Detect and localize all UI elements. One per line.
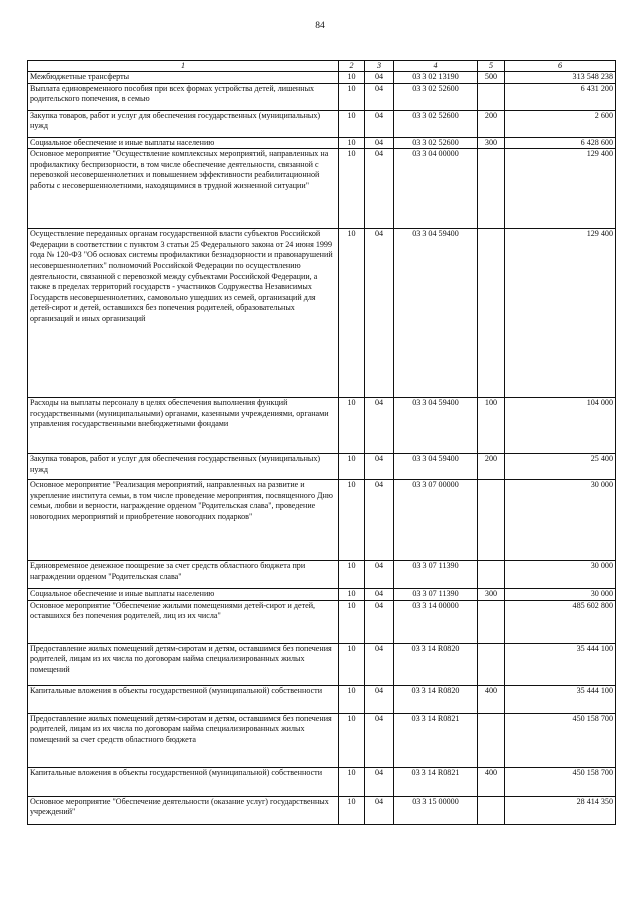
target-article-cell: 03 3 07 00000 [394,480,478,561]
expense-name-cell: Межбюджетные трансферты [28,72,339,84]
table-row [28,149,616,229]
amount-cell: 35 444 100 [505,643,616,685]
section-code-cell: 10 [339,454,365,480]
expense-type-cell: 200 [478,454,505,480]
subsection-code-cell: 04 [365,561,394,589]
section-code-cell: 10 [339,796,365,824]
expense-name-cell: Расходы на выплаты персоналу в целях обеспечения выполнения функций государственными (муниципальными) органами, казенными учреждениями, органами управления государственными внебюджетными фондами [28,398,339,454]
page-number: 84 [315,21,325,31]
table-row [28,83,616,110]
table-row [28,229,616,398]
subsection-code-cell: 04 [365,454,394,480]
target-article-cell: 03 3 04 59400 [394,398,478,454]
target-article-cell: 03 3 04 00000 [394,149,478,229]
expense-type-cell [478,83,505,110]
target-article-cell: 03 3 02 52600 [394,110,478,137]
table-row [28,110,616,137]
expense-type-cell [478,480,505,561]
expense-name-cell: Капитальные вложения в объекты государственной (муниципальной) собственности [28,685,339,713]
table-row [28,713,616,767]
column-number: 4 [394,61,478,72]
amount-cell: 6 431 200 [505,83,616,110]
expense-name-cell: Предоставление жилых помещений детям-сиротам и детям, оставшимся без попечения родителей, лицам из их числа по договорам найма специализированных жилых помещений за счет средств областного бюджета [28,713,339,767]
subsection-code-cell: 04 [365,589,394,601]
subsection-code-cell: 04 [365,685,394,713]
section-code-cell: 10 [339,110,365,137]
column-number: 5 [478,61,505,72]
target-article-cell: 03 3 02 13190 [394,72,478,84]
table-row [28,561,616,589]
expense-type-cell [478,561,505,589]
amount-cell: 313 548 238 [505,72,616,84]
table-row [28,589,616,601]
table-row [28,72,616,84]
target-article-cell: 03 3 14 R0820 [394,685,478,713]
subsection-code-cell: 04 [365,398,394,454]
section-code-cell: 10 [339,83,365,110]
amount-cell: 28 414 350 [505,796,616,824]
subsection-code-cell: 04 [365,149,394,229]
expense-name-cell: Основное мероприятие "Обеспечение деятельности (оказание услуг) государственных учреждений" [28,796,339,824]
table-row [28,454,616,480]
amount-cell: 35 444 100 [505,685,616,713]
expense-type-cell [478,149,505,229]
table-row [28,685,616,713]
subsection-code-cell: 04 [365,110,394,137]
column-number: 6 [505,61,616,72]
expense-name-cell: Социальное обеспечение и иные выплаты населению [28,137,339,149]
expense-type-cell: 400 [478,685,505,713]
subsection-code-cell: 04 [365,72,394,84]
amount-cell: 485 602 800 [505,600,616,643]
section-code-cell: 10 [339,600,365,643]
subsection-code-cell: 04 [365,480,394,561]
expense-name-cell: Закупка товаров, работ и услуг для обеспечения государственных (муниципальных) нужд [28,110,339,137]
section-code-cell: 10 [339,561,365,589]
expense-name-cell: Капитальные вложения в объекты государственной (муниципальной) собственности [28,767,339,796]
expense-type-cell: 200 [478,110,505,137]
target-article-cell: 03 3 04 59400 [394,229,478,398]
amount-cell: 104 000 [505,398,616,454]
amount-cell: 450 158 700 [505,713,616,767]
subsection-code-cell: 04 [365,600,394,643]
section-code-cell: 10 [339,767,365,796]
subsection-code-cell: 04 [365,796,394,824]
expense-name-cell: Выплата единовременного пособия при всех формах устройства детей, лишенных родительского попечения, в семью [28,83,339,110]
expense-type-cell [478,796,505,824]
table-row [28,643,616,685]
table-row [28,767,616,796]
section-code-cell: 10 [339,713,365,767]
subsection-code-cell: 04 [365,83,394,110]
table-row [28,480,616,561]
target-article-cell: 03 3 15 00000 [394,796,478,824]
subsection-code-cell: 04 [365,229,394,398]
expense-type-cell: 500 [478,72,505,84]
expense-type-cell: 400 [478,767,505,796]
section-code-cell: 10 [339,149,365,229]
amount-cell: 30 000 [505,561,616,589]
amount-cell: 129 400 [505,149,616,229]
target-article-cell: 03 3 07 11390 [394,589,478,601]
expense-type-cell [478,643,505,685]
subsection-code-cell: 04 [365,643,394,685]
amount-cell: 30 000 [505,589,616,601]
column-number: 3 [365,61,394,72]
subsection-code-cell: 04 [365,767,394,796]
subsection-code-cell: 04 [365,137,394,149]
table-row [28,796,616,824]
section-code-cell: 10 [339,229,365,398]
amount-cell: 25 400 [505,454,616,480]
expense-name-cell: Осуществление переданных органам государственной власти субъектов Российской Федерации в соответствии с пунктом 3 статьи 25 Федерального закона от 24 июня 1999 года № 120-ФЗ "Об основах системы профилактики безнадзорности и правонарушений несовершеннолетних" полномочий Российской Федерации по осуществлению деятельности, связанной с перевозкой между субъектами Российской Федерации, а также в пределах территорий государств - участников Содружества Независимых Государств несовершеннолетних, самовольно ушедших из семей, организаций для детей-сирот и детей, оставшихся без попечения родителей, образовательных организаций и иных организаций [28,229,339,398]
section-code-cell: 10 [339,480,365,561]
expense-name-cell: Основное мероприятие "Обеспечение жилыми помещениями детей-сирот и детей, оставшихся без попечения родителей, лиц из их числа" [28,600,339,643]
section-code-cell: 10 [339,72,365,84]
expense-type-cell [478,600,505,643]
section-code-cell: 10 [339,685,365,713]
table-row [28,137,616,149]
section-code-cell: 10 [339,589,365,601]
section-code-cell: 10 [339,398,365,454]
expense-name-cell: Единовременное денежное поощрение за счет средств областного бюджета при награждении орденом "Родительская слава" [28,561,339,589]
expense-name-cell: Основное мероприятие "Реализация мероприятий, направленных на развитие и укрепление института семьи, в том числе проведение мероприятия, посвященного Дню семьи, любви и верности, награждение орденом "Родительская слава", проведение новогодних мероприятий и приобретение новогодних подарков" [28,480,339,561]
target-article-cell: 03 3 14 R0821 [394,713,478,767]
column-number: 1 [28,61,339,72]
expense-type-cell: 100 [478,398,505,454]
target-article-cell: 03 3 02 52600 [394,83,478,110]
amount-cell: 450 158 700 [505,767,616,796]
table-row [28,398,616,454]
expense-type-cell [478,713,505,767]
amount-cell: 129 400 [505,229,616,398]
target-article-cell: 03 3 14 R0820 [394,643,478,685]
expense-type-cell: 300 [478,589,505,601]
column-number-row [28,61,616,72]
expense-name-cell: Предоставление жилых помещений детям-сиротам и детям, оставшимся без попечения родителей, лицам из их числа по договорам найма специализированных жилых помещений [28,643,339,685]
expense-type-cell: 300 [478,137,505,149]
target-article-cell: 03 3 07 11390 [394,561,478,589]
subsection-code-cell: 04 [365,713,394,767]
amount-cell: 2 600 [505,110,616,137]
section-code-cell: 10 [339,137,365,149]
expense-type-cell [478,229,505,398]
expense-name-cell: Закупка товаров, работ и услуг для обеспечения государственных (муниципальных) нужд [28,454,339,480]
table-body [28,72,616,825]
section-code-cell: 10 [339,643,365,685]
column-number: 2 [339,61,365,72]
table-row [28,600,616,643]
target-article-cell: 03 3 14 R0821 [394,767,478,796]
expense-name-cell: Социальное обеспечение и иные выплаты населению [28,589,339,601]
target-article-cell: 03 3 02 52600 [394,137,478,149]
budget-table [27,60,616,825]
expense-name-cell: Основное мероприятие "Осуществление комплексных мероприятий, направленных на профилактику беспризорности, в том числе обеспечение деятельности, связанной с перевозкой несовершеннолетних и повышением эффективности реабилитационной работы с несовершеннолетними, находящимися в трудной жизненной ситуации" [28,149,339,229]
amount-cell: 6 428 600 [505,137,616,149]
target-article-cell: 03 3 04 59400 [394,454,478,480]
amount-cell: 30 000 [505,480,616,561]
target-article-cell: 03 3 14 00000 [394,600,478,643]
